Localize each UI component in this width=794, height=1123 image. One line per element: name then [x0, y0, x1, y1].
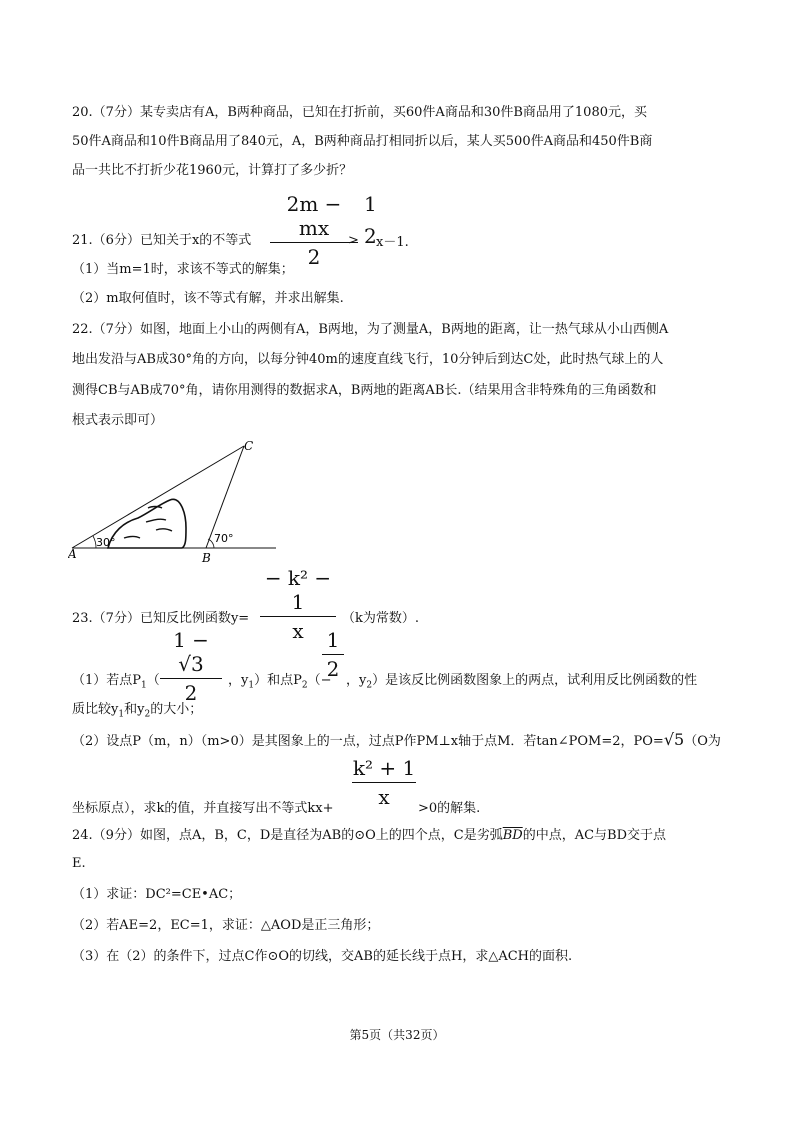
- hill-texture: [124, 507, 172, 539]
- q24-line-1: 24.（9分）如图，点A，B，C，D是直径为AB的⊙O上的四个点，C是劣弧$\overline{BD}$的中点，AC与BD交于点: [72, 828, 666, 843]
- q23-lead: 23.（7分）已知反比例函数y=: [72, 611, 250, 626]
- q21-part-1: （1）当m=1时，求该不等式的解集；: [72, 262, 294, 277]
- q21-half-den: 2: [364, 224, 377, 248]
- q23-frac-numerator: − k² − 1: [264, 566, 332, 614]
- q23-part-1-seg-2: ，$y_1$）和点$P_2(-$: [228, 673, 332, 691]
- q23-p1-fraction: [160, 628, 222, 705]
- q23-part-1-seg-3: ，$y_2$）是该反比例函数图象上的两点，试利用反比例函数的性: [346, 673, 698, 691]
- q22-line-4: 根式表示即可）: [72, 413, 164, 428]
- q21-tail: x－1.: [376, 235, 409, 250]
- q23-frac-denominator: x: [292, 619, 304, 643]
- q22-line-1: 22.（7分）如图，地面上小山的两侧有A，B两地，为了测量A，B两地的距离，让一热气球从小山西侧A: [72, 322, 669, 337]
- q23-p3-fraction: [352, 756, 416, 809]
- q23-p1-frac-denominator: 2: [184, 681, 198, 705]
- q21-part-2: （2）m取何值时，该不等式有解，并求出解集.: [72, 291, 344, 306]
- sqrt-5: √5: [663, 730, 685, 749]
- q20-line-3: 品一共比不打折少花1960元，计算打了多少折？: [72, 163, 353, 178]
- q23-part-3-lead: 坐标原点），求k的值，并直接写出不等式kx+: [72, 801, 334, 816]
- q23-p1-half-numerator: 1: [326, 628, 340, 652]
- q21-fraction: [270, 192, 358, 269]
- label-a: A: [68, 547, 77, 561]
- q23-part-1-line-2: 质比较$y_1$和$y_2$的大小；: [72, 702, 203, 720]
- q21-lead: 21.（6分）已知关于x的不等式: [72, 233, 252, 248]
- q20-line-2: 50件A商品和10件B商品用了840元，A，B两种商品打相同折以后，某人买500件A商品和450件B商: [72, 134, 653, 149]
- q21-gt: >: [348, 233, 359, 248]
- q21-stem: [72, 232, 251, 250]
- q21-frac-numerator: 2m − mx: [286, 192, 342, 240]
- q23-tail: （k为常数）.: [342, 611, 420, 626]
- q23-p3-frac-denominator: x: [378, 785, 390, 809]
- q22-line-2: 地出发沿与AB成30°角的方向，以每分钟40m的速度直线飞行，10分钟后到达C处，此时热气球上的人: [72, 352, 664, 367]
- q23-part-2: （2）设点P（m，n）（m>0）是其图象上的一点，过点P作PM⊥x轴于点M．若tan∠POM=2，PO=√5（O为: [72, 730, 721, 749]
- q24-part-1: （1）求证：DC²=CE•AC；: [72, 887, 242, 902]
- q21-half-num: 1: [364, 192, 377, 216]
- q22-line-3: 测得CB与AB成70°角，请你用测得的数据求A，B两地的距离AB长.（结果用含非特殊角的三角函数和: [72, 383, 657, 398]
- arc-bd: $\overline{BD}$: [502, 828, 523, 843]
- q24-part-3: （3）在（2）的条件下，过点C作⊙O的切线，交AB的延长线于点H，求△ACH的面积.: [72, 949, 573, 964]
- q24-part-2: （2）若AE=2，EC=1，求证：△AOD是正三角形；: [72, 918, 380, 933]
- label-angle-70: 70°: [214, 532, 234, 545]
- label-c: C: [244, 439, 254, 453]
- q23-p1-frac-numerator: 1 − √3: [173, 628, 209, 676]
- q23-part-1-line-1: （1）若点$P_1$（: [72, 673, 160, 691]
- q21-frac-denominator: 2: [307, 245, 321, 269]
- hill-shape: [108, 499, 186, 548]
- page-footer: 第5页（共32页）: [349, 1028, 445, 1042]
- q23-part-3-tail: >0的解集.: [418, 801, 481, 816]
- q24-line-2: E.: [72, 856, 86, 871]
- label-angle-30: 30°: [96, 536, 116, 549]
- q22-figure: [68, 438, 288, 568]
- q23-p1-half-denominator: 2: [326, 657, 340, 681]
- q23-p3-frac-numerator: k² + 1: [352, 756, 416, 780]
- label-b: B: [202, 551, 211, 565]
- q20-line-1: 20.（7分）某专卖店有A，B两种商品，已知在打折前，买60件A商品和30件B商品用了1080元，买: [72, 105, 647, 120]
